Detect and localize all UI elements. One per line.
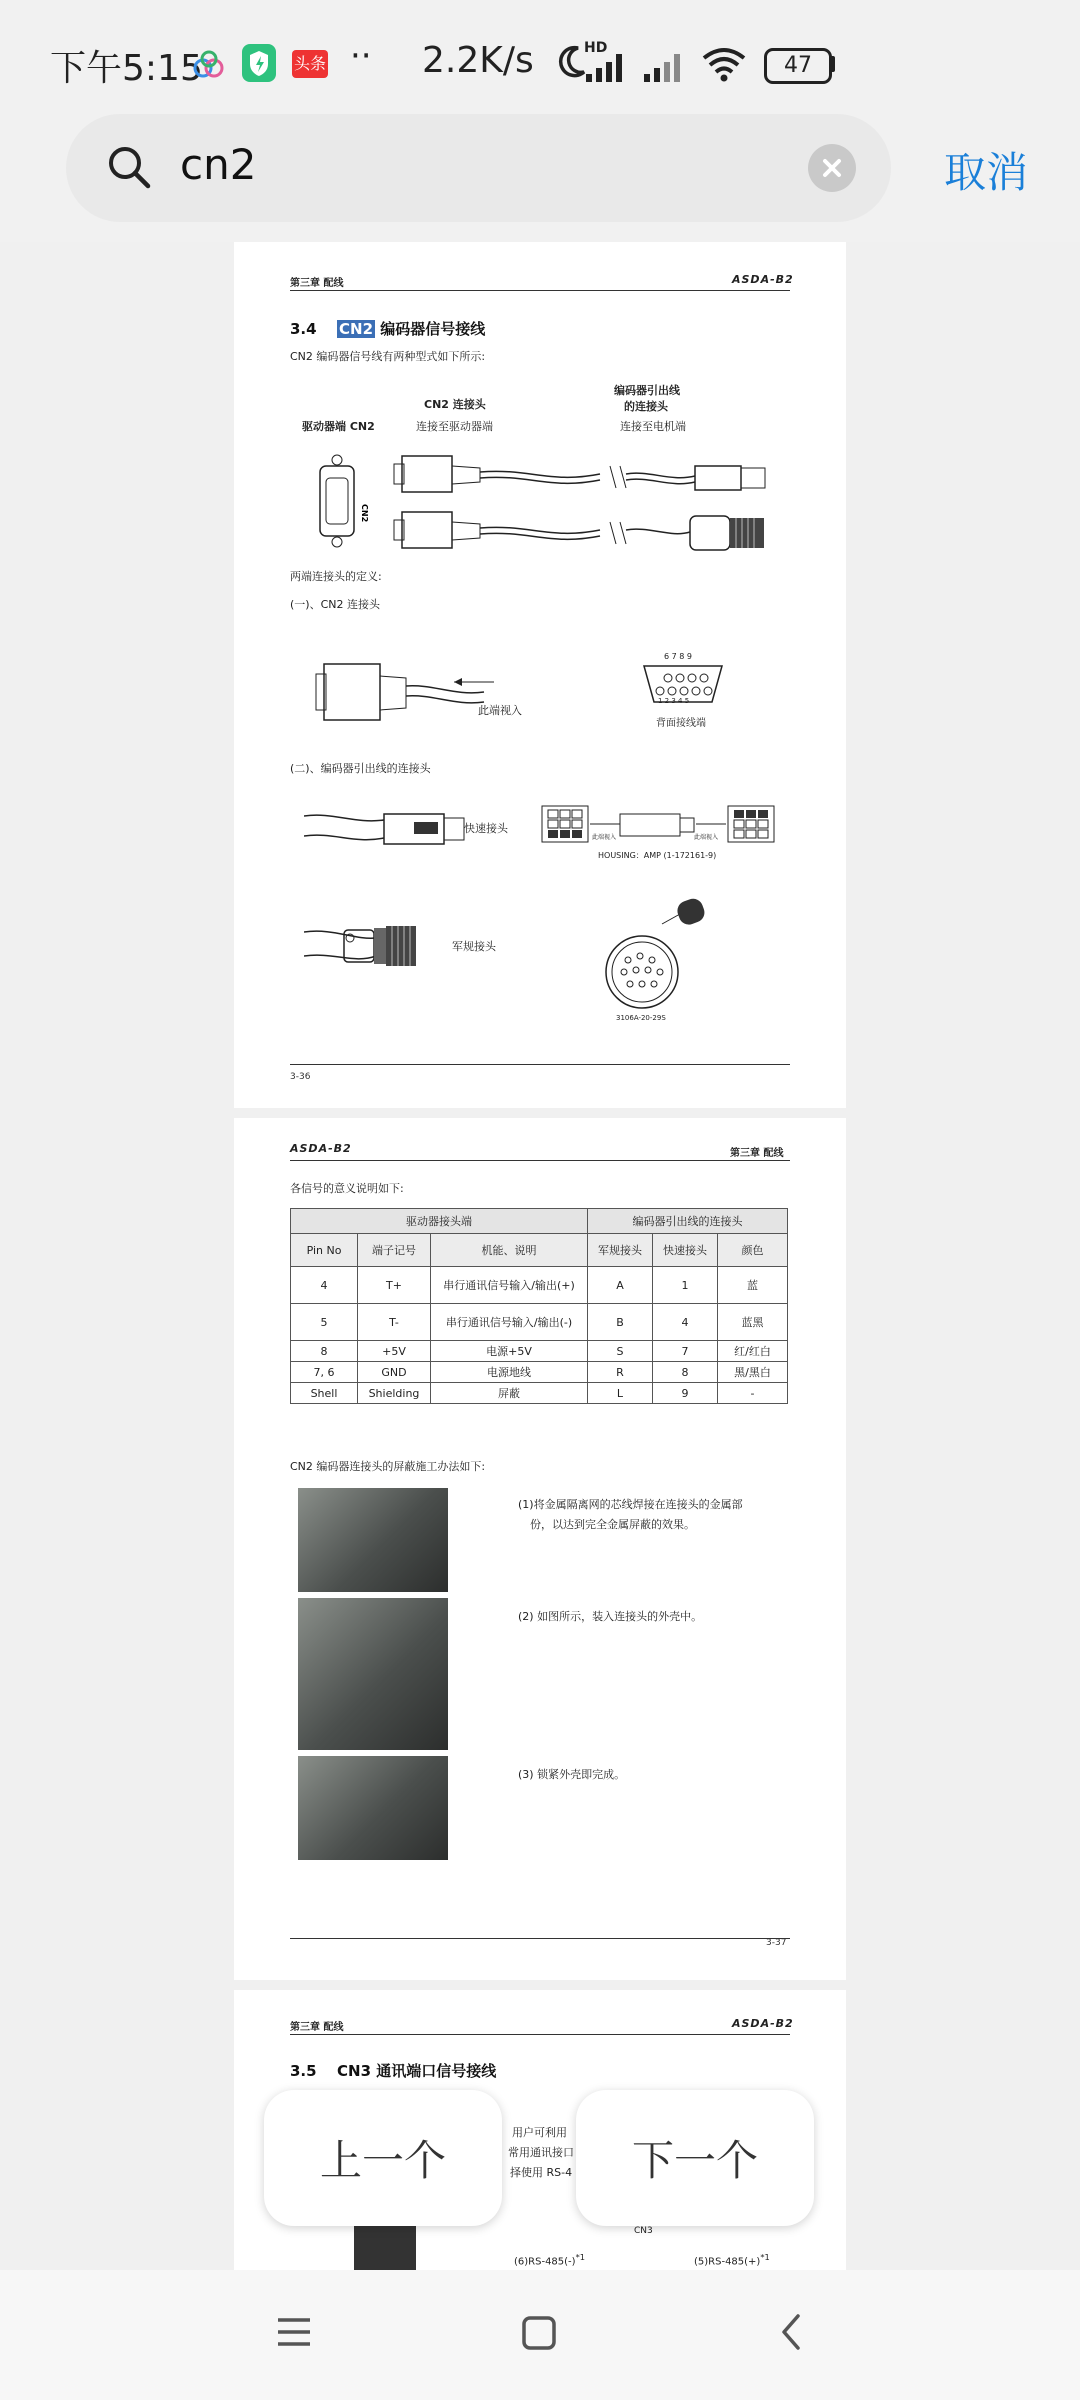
table-cell: 8 — [291, 1341, 358, 1362]
cloud-app-icon — [192, 48, 226, 82]
table-cell: T+ — [358, 1267, 431, 1304]
search-hit-highlight: CN2 — [339, 320, 374, 338]
table-header: 快速接头 — [653, 1234, 718, 1267]
cancel-button[interactable]: 取消 — [944, 148, 1029, 197]
page-header-chapter: 第三章 配线 — [290, 278, 344, 289]
shield-app-icon — [242, 44, 276, 82]
document-page-2 — [234, 1118, 846, 1980]
table-cell: T- — [358, 1304, 431, 1341]
header-rule — [290, 2034, 790, 2035]
cn3-label: CN3 — [634, 2226, 653, 2236]
label-encoder-cable: 编码器引出线 — [614, 384, 680, 397]
label-cn2-conn: CN2 连接头 — [424, 398, 486, 411]
menu-icon[interactable] — [274, 2314, 314, 2350]
rs485-plus-text: (5)RS-485(+) — [694, 2256, 761, 2268]
intro-text: CN2 编码器信号线有两种型式如下所示: — [290, 350, 486, 363]
toutiao-badge: 头条 — [292, 50, 328, 78]
table-row — [291, 1341, 788, 1362]
shield-step2: (2) 如图所示，装入连接头的外壳中。 — [518, 1610, 703, 1623]
table-header: Pin No — [291, 1234, 358, 1267]
footer-rule — [290, 1064, 790, 1065]
signal-icon-1 — [584, 54, 628, 82]
view-from-label: 此端视入 — [478, 704, 522, 717]
table-cell: 电源+5V — [431, 1341, 588, 1362]
table-cell: GND — [358, 1362, 431, 1383]
table-cell: 电源地线 — [431, 1362, 588, 1383]
hd-label: HD — [584, 40, 608, 56]
table-row — [291, 1267, 788, 1304]
table-cell: 4 — [653, 1304, 718, 1341]
table-header: 机能、说明 — [431, 1234, 588, 1267]
wifi-icon — [700, 46, 748, 82]
mil-connector-drawing — [304, 916, 454, 976]
previous-result-button[interactable]: 上一个 — [264, 2090, 502, 2226]
shield-step3-photo — [298, 1756, 448, 1860]
cn3-port-photo — [354, 2226, 416, 2270]
table-cell: 9 — [653, 1383, 718, 1404]
header-rule — [290, 1160, 790, 1161]
status-time: 下午5:15 — [50, 48, 203, 89]
page-header-chapter: 第三章 配线 — [290, 2022, 344, 2033]
table-intro: 各信号的意义说明如下: — [290, 1182, 404, 1195]
mil-connector-label: 军规接头 — [452, 940, 496, 953]
label-to-motor: 连接至电机端 — [620, 420, 686, 433]
shield-step1-line2: 份，以达到完全金属屏蔽的效果。 — [530, 1518, 695, 1531]
asda-logo: ASDA-B2 — [732, 273, 794, 286]
label-to-drive: 连接至驱动器端 — [416, 420, 493, 433]
search-icon — [106, 144, 152, 190]
table-cell: 4 — [291, 1267, 358, 1304]
footnote-mark: *1 — [760, 2252, 770, 2262]
view-from-small-1: 此端视入 — [592, 834, 617, 841]
shield-step1-photo — [298, 1488, 448, 1592]
table-row — [291, 1304, 788, 1341]
rs485-plus-label — [694, 2252, 770, 2267]
home-icon[interactable] — [520, 2314, 558, 2352]
table-cell: 8 — [653, 1362, 718, 1383]
rs485-minus-label — [514, 2252, 585, 2267]
table-cell: - — [718, 1383, 788, 1404]
signal-table — [290, 1208, 788, 1404]
table-row — [291, 1383, 788, 1404]
shield-step3: (3) 锁紧外壳即完成。 — [518, 1768, 626, 1781]
asda-logo: ASDA-B2 — [732, 2017, 794, 2030]
label-encoder-cable-2: 的连接头 — [624, 400, 668, 413]
table-row — [291, 1362, 788, 1383]
table-cell: R — [588, 1362, 653, 1383]
pins-bottom-label: 1 2 3 4 5 — [658, 697, 690, 705]
label-drive-cn2: 驱动器端 CN2 — [302, 420, 375, 433]
next-result-button[interactable]: 下一个 — [576, 2090, 814, 2226]
table-cell: B — [588, 1304, 653, 1341]
back-icon[interactable] — [776, 2312, 806, 2352]
table-cell: 蓝 — [718, 1267, 788, 1304]
section-number: 3.4 — [290, 320, 317, 338]
section-heading — [290, 2060, 496, 2081]
cn2-cable-diagram — [290, 438, 790, 578]
footer-rule — [290, 1938, 790, 1939]
net-speed: 2.2K/s — [422, 40, 534, 81]
mil-pinout-drawing — [600, 894, 720, 1024]
page-number: 3-37 — [766, 1938, 787, 1948]
page-header-chapter: 第三章 配线 — [730, 1148, 784, 1159]
signal-icon-2 — [642, 54, 686, 82]
table-cell: 黑/黑白 — [718, 1362, 788, 1383]
table-header: 颜色 — [718, 1234, 788, 1267]
table-cell: 7, 6 — [291, 1362, 358, 1383]
back-wiring-label: 背面接线端 — [656, 718, 706, 729]
table-cell: 蓝黑 — [718, 1304, 788, 1341]
mil-part-label: 3106A-20-29S — [616, 1014, 666, 1022]
table-header: 军规接头 — [588, 1234, 653, 1267]
table-cell: A — [588, 1267, 653, 1304]
table-group-header: 编码器引出线的连接头 — [588, 1209, 788, 1234]
header-rule — [290, 290, 790, 291]
footnote-mark: *1 — [575, 2252, 586, 2262]
section-title-rest: 编码器信号接线 — [380, 320, 486, 338]
close-icon — [808, 144, 856, 192]
table-cell: L — [588, 1383, 653, 1404]
table-cell: S — [588, 1341, 653, 1362]
table-header: 端子记号 — [358, 1234, 431, 1267]
clear-search-button[interactable] — [808, 144, 856, 192]
section-title-text: CN3 通讯端口信号接线 — [337, 2062, 497, 2080]
table-cell: Shell — [291, 1383, 358, 1404]
quick-connector-pinout — [540, 802, 776, 848]
body-line-3: 择使用 RS-4 — [510, 2166, 573, 2179]
table-group-header: 驱动器接头端 — [291, 1209, 588, 1234]
housing-label: HOUSING：AMP (1-172161-9) — [598, 851, 717, 860]
status-dots: ·· — [350, 36, 372, 76]
table-cell: 串行通讯信号输入/输出(-) — [431, 1304, 588, 1341]
battery-level: 47 — [784, 53, 812, 78]
search-query-text[interactable]: cn2 — [180, 140, 257, 189]
view-from-small-2: 此端视入 — [694, 834, 719, 841]
battery-icon — [764, 48, 832, 84]
quick-connector-label: 快速接头 — [464, 822, 508, 835]
table-cell: 7 — [653, 1341, 718, 1362]
rs485-minus-text: (6)RS-485(-) — [514, 2256, 576, 2268]
table-cell: 红/红白 — [718, 1341, 788, 1362]
page-number: 3-36 — [290, 1072, 311, 1082]
battery-tip — [830, 56, 835, 72]
shield-title: CN2 编码器连接头的屏蔽施工办法如下: — [290, 1460, 486, 1473]
cn2-connector-drawing — [314, 652, 514, 742]
body-line-2: 常用通讯接口 — [508, 2146, 574, 2159]
section-heading — [290, 318, 485, 339]
table-cell: 串行通讯信号输入/输出(+) — [431, 1267, 588, 1304]
section-number: 3.5 — [290, 2062, 317, 2080]
table-cell: 屏蔽 — [431, 1383, 588, 1404]
table-cell: +5V — [358, 1341, 431, 1362]
shield-step2-photo — [298, 1598, 448, 1750]
subsection-encoder-connector: (二)、编码器引出线的连接头 — [290, 762, 431, 775]
pins-top-label: 6 7 8 9 — [664, 652, 692, 661]
asda-logo: ASDA-B2 — [290, 1142, 352, 1155]
table-cell: Shielding — [358, 1383, 431, 1404]
document-page-1 — [234, 242, 846, 1108]
body-line-1: 用户可利用 — [512, 2126, 567, 2139]
shield-step1-line1: (1)将金属隔离网的芯线焊接在连接头的金属部 — [518, 1498, 743, 1511]
subsection-cn2-connector: (一)、CN2 连接头 — [290, 598, 380, 611]
table-cell: 5 — [291, 1304, 358, 1341]
definition-title: 两端连接头的定义: — [290, 570, 382, 583]
quick-connector-drawing — [304, 798, 474, 858]
table-cell: 1 — [653, 1267, 718, 1304]
svg-text:CN2: CN2 — [360, 504, 369, 523]
